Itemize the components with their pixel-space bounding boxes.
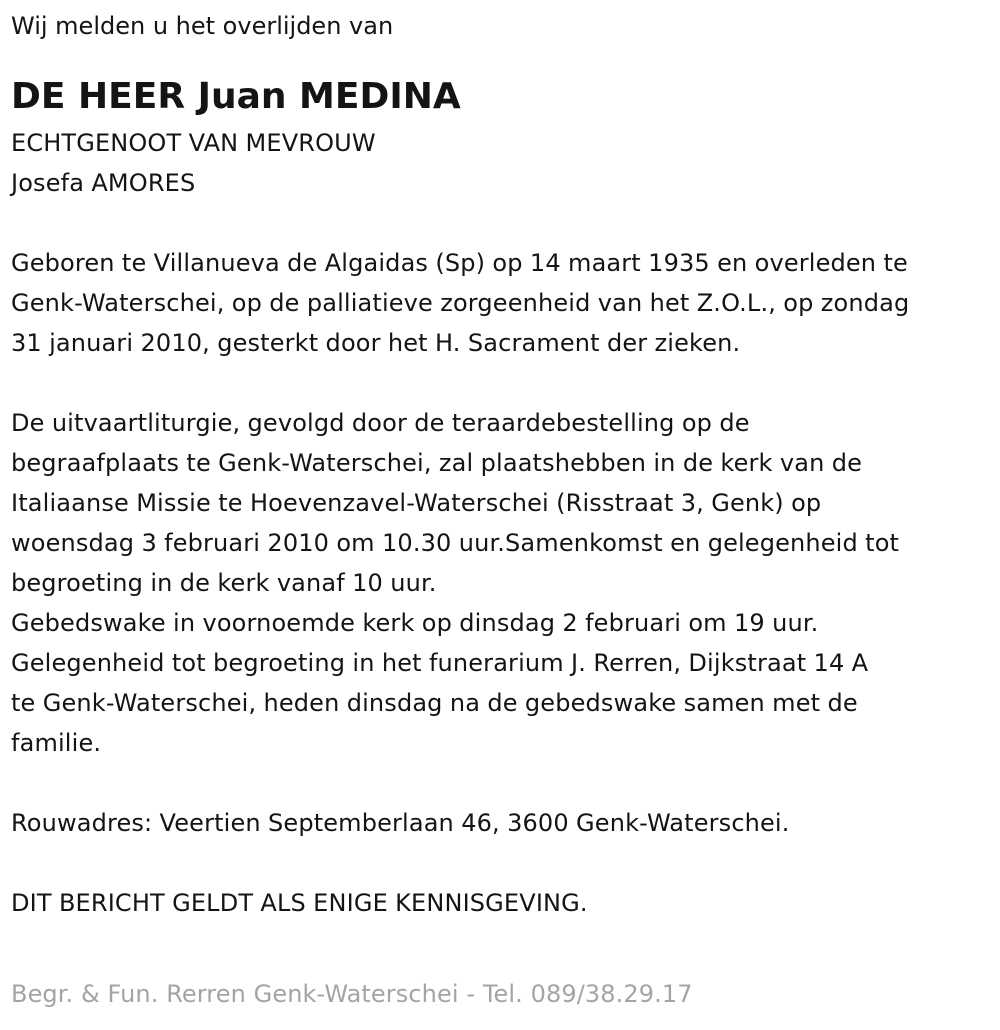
paragraph-line: begroeting in de kerk vanaf 10 uur. (11, 569, 437, 597)
paragraph-line: De uitvaartliturgie, gevolgd door de teraardebestelling op de (11, 409, 750, 437)
spacer (11, 843, 996, 883)
spacer (11, 363, 996, 403)
notice-statement: DIT BERICHT GELDT ALS ENIGE KENNISGEVING. (11, 889, 588, 917)
paragraph-line: te Genk-Waterschei, heden dinsdag na de gebedswake samen met de (11, 689, 858, 717)
paragraph-line: familie. (11, 729, 102, 757)
paragraph-line: woensdag 3 februari 2010 om 10.30 uur.Samenkomst en gelegenheid tot (11, 529, 900, 557)
deceased-name: DE HEER Juan MEDINA (11, 76, 461, 117)
mourning-address: Rouwadres: Veertien Septemberlaan 46, 3600 Genk-Waterschei. (11, 809, 790, 837)
paragraph-line: Italiaanse Missie te Hoevenzavel-Waterschei (Risstraat 3, Genk) op (11, 489, 822, 517)
intro-text: Wij melden u het overlijden van (11, 12, 394, 40)
spacer (11, 763, 996, 803)
paragraph-line: Gebedswake in voornoemde kerk op dinsdag 2 februari om 19 uur. (11, 609, 819, 637)
paragraph-line: Geboren te Villanueva de Algaidas (Sp) op 14 maart 1935 en overleden te (11, 249, 908, 277)
death-notice (11, 8, 996, 923)
birth-death-paragraph (11, 243, 996, 363)
paragraph-line: Gelegenheid tot begroeting in het funerarium J. Rerren, Dijkstraat 14 A (11, 649, 869, 677)
funeral-paragraph (11, 403, 996, 763)
paragraph-line: Genk-Waterschei, op de palliatieve zorgeenheid van het Z.O.L., op zondag (11, 289, 910, 317)
funeral-home-footer: Begr. & Fun. Rerren Genk-Waterschei - Tel. 089/38.29.17 (11, 980, 693, 1008)
paragraph-line: begraafplaats te Genk-Waterschei, zal plaatshebben in de kerk van de (11, 449, 863, 477)
spacer (11, 203, 996, 243)
paragraph-line: 31 januari 2010, gesterkt door het H. Sacrament der zieken. (11, 329, 741, 357)
relation-text: ECHTGENOOT VAN MEVROUW (11, 129, 376, 157)
spouse-name: Josefa AMORES (11, 169, 196, 197)
